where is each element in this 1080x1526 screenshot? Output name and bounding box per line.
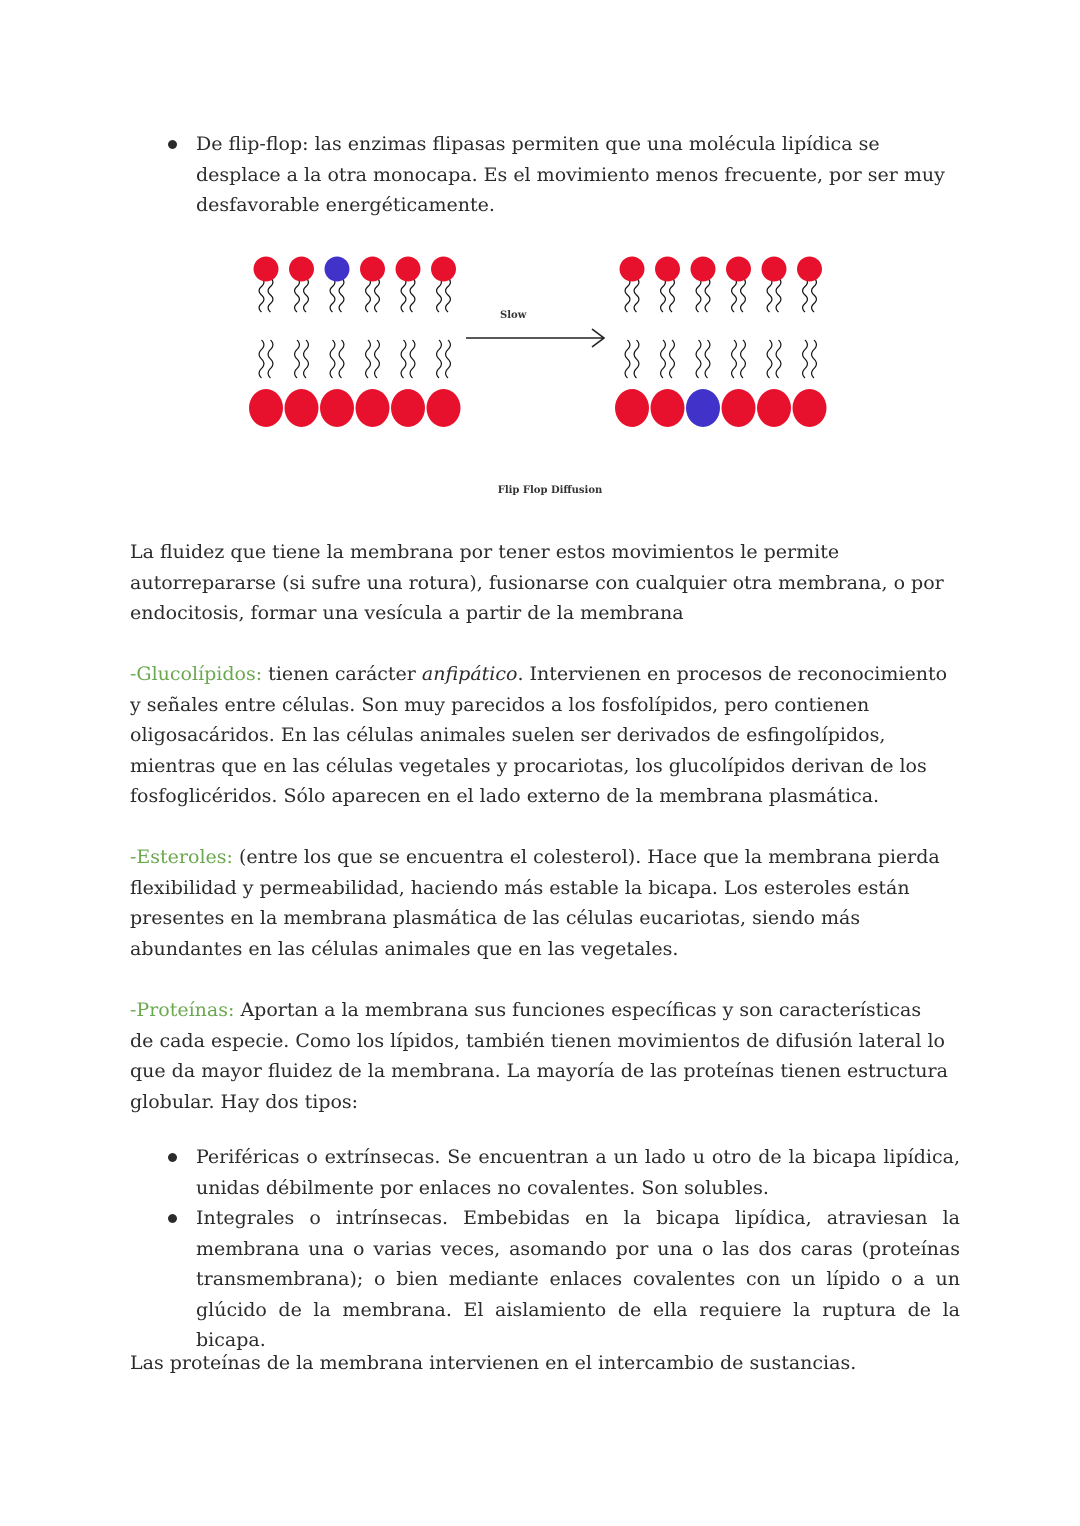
lipid-tail bbox=[446, 278, 451, 312]
lipid-tail bbox=[634, 340, 639, 378]
lipid-tail bbox=[446, 340, 451, 378]
arrow-label: Slow bbox=[500, 310, 527, 321]
lipid-tail bbox=[304, 278, 309, 312]
bilayer-before bbox=[249, 257, 461, 428]
flipflop-item: De flip-flop: las enzimas flipasas permiten que una molécula lipídica se desplace a la otra monocapa. Es el movimiento menos frecuente, por ser muy desfavorable energéticamente. bbox=[160, 129, 960, 221]
lipid-tail bbox=[812, 278, 817, 312]
lipid-head bbox=[793, 389, 827, 427]
lipid-tail bbox=[366, 340, 371, 378]
bilayer-after bbox=[615, 257, 827, 428]
lipid-head bbox=[797, 257, 822, 282]
lipid-tail bbox=[268, 340, 273, 378]
lipid-tail bbox=[401, 278, 406, 312]
lipid-head bbox=[396, 257, 421, 282]
lipid-head bbox=[691, 257, 716, 282]
lipid-tail bbox=[767, 340, 772, 378]
lipid-tail bbox=[741, 340, 746, 378]
glycolipids-text-before: tienen carácter bbox=[262, 663, 422, 685]
protein-type-peripheral: Periféricas o extrínsecas. Se encuentran a un lado u otro de la bicapa lipídica, unidas débilmente por enlaces no covalentes. Son solubles. bbox=[160, 1142, 960, 1203]
proteins-text: Aportan a la membrana sus funciones específicas y son características de cada especie. Como los lípidos, también tienen movimientos de difusión lateral lo que da mayor fluidez de la membrana. La mayoría de las proteínas tienen estructura globular. Hay dos tipos: bbox=[130, 999, 948, 1113]
sterols-paragraph bbox=[130, 842, 950, 964]
lipid-tail bbox=[776, 278, 781, 312]
lipid-tail bbox=[366, 278, 371, 312]
lipid-tail bbox=[401, 340, 406, 378]
lipid-tail bbox=[304, 340, 309, 378]
lipid-tail bbox=[696, 278, 701, 312]
lipid-head bbox=[655, 257, 680, 282]
proteins-term: -Proteínas: bbox=[130, 999, 235, 1021]
lipid-tail bbox=[437, 278, 442, 312]
lipid-head-flipped bbox=[686, 389, 720, 427]
lipid-head bbox=[254, 257, 279, 282]
protein-types-list bbox=[160, 1142, 960, 1356]
lipid-tail bbox=[776, 340, 781, 378]
lipid-head bbox=[285, 389, 319, 427]
lipid-tail bbox=[634, 278, 639, 312]
lipid-head bbox=[431, 257, 456, 282]
lipid-tail bbox=[259, 340, 264, 378]
protein-type-integral: Integrales o intrínsecas. Embebidas en la bicapa lipídica, atraviesan la membrana una o varias veces, asomando por una o las dos caras (proteínas transmembrana); o bien mediante enlaces covalentes con un lípido o a un glúcido de la membrana. El aislamiento de ella requiere la ruptura de la bicapa. bbox=[160, 1203, 960, 1356]
lipid-head bbox=[722, 389, 756, 427]
lipid-head bbox=[356, 389, 390, 427]
lipid-tail bbox=[295, 278, 300, 312]
lipid-tail bbox=[375, 278, 380, 312]
lipid-tail bbox=[410, 278, 415, 312]
lipid-tail bbox=[410, 340, 415, 378]
lipid-tail bbox=[268, 278, 273, 312]
lipid-head bbox=[651, 389, 685, 427]
lipid-tail bbox=[705, 340, 710, 378]
lipid-head-flipped bbox=[325, 257, 350, 282]
lipid-tail bbox=[339, 278, 344, 312]
lipid-tail bbox=[339, 340, 344, 378]
slow-arrow bbox=[466, 329, 604, 347]
lipid-head bbox=[289, 257, 314, 282]
lipid-head bbox=[757, 389, 791, 427]
lipid-head bbox=[762, 257, 787, 282]
lipid-tail bbox=[661, 340, 666, 378]
figure-caption: Flip Flop Diffusion bbox=[497, 485, 603, 496]
lipid-head bbox=[360, 257, 385, 282]
closing-paragraph: Las proteínas de la membrana intervienen en el intercambio de sustancias. bbox=[130, 1352, 857, 1374]
lipid-tail bbox=[437, 340, 442, 378]
proteins-paragraph bbox=[130, 995, 950, 1117]
lipid-tail bbox=[732, 278, 737, 312]
glycolipids-emphasis: anfipático bbox=[421, 663, 518, 685]
lipid-tail bbox=[812, 340, 817, 378]
glycolipids-paragraph bbox=[130, 659, 950, 812]
lipid-head bbox=[726, 257, 751, 282]
lipid-tail bbox=[696, 340, 701, 378]
lipid-tail bbox=[330, 278, 335, 312]
sterols-text: (entre los que se encuentra el colesterol). Hace que la membrana pierda flexibilidad y permeabilidad, haciendo más estable la bicapa. Los esteroles están presentes en la membrana plasmática de las células eucariotas, siendo más abundantes en las células animales que en las vegetales. bbox=[130, 846, 940, 960]
lipid-head bbox=[249, 389, 283, 427]
lipid-head bbox=[615, 389, 649, 427]
lipid-head bbox=[320, 389, 354, 427]
lipid-tail bbox=[625, 340, 630, 378]
lipid-head bbox=[620, 257, 645, 282]
lipid-tail bbox=[661, 278, 666, 312]
sterols-term: -Esteroles: bbox=[130, 846, 233, 868]
lipid-tail bbox=[625, 278, 630, 312]
lipid-head bbox=[391, 389, 425, 427]
lipid-head bbox=[427, 389, 461, 427]
lipid-tail bbox=[705, 278, 710, 312]
lipid-tail bbox=[295, 340, 300, 378]
lipid-tail bbox=[375, 340, 380, 378]
lipid-tail bbox=[767, 278, 772, 312]
lipid-tail bbox=[741, 278, 746, 312]
glycolipids-text-after: . Intervienen en procesos de reconocimiento y señales entre células. Son muy parecidos a los fosfolípidos, pero contienen oligosacáridos. En las células animales suelen ser derivados de esfingolípidos, mientras que en las células vegetales y procariotas, los glucolípidos derivan de los fosfoglicéridos. Sólo aparecen en el lado externo de la membrana plasmática. bbox=[130, 663, 948, 807]
lipid-tail bbox=[670, 278, 675, 312]
lipid-tail bbox=[803, 278, 808, 312]
lipid-tail bbox=[732, 340, 737, 378]
flipflop-list bbox=[160, 129, 960, 221]
lipid-tail bbox=[259, 278, 264, 312]
flip-flop-diagram bbox=[236, 240, 836, 500]
lipid-tail bbox=[803, 340, 808, 378]
fluidity-paragraph: La fluidez que tiene la membrana por tener estos movimientos le permite autorrepararse (si sufre una rotura), fusionarse con cualquier otra membrana, o por endocitosis, formar una vesícula a partir de la membrana bbox=[130, 541, 944, 624]
lipid-tail bbox=[330, 340, 335, 378]
lipid-tail bbox=[670, 340, 675, 378]
glycolipids-term: -Glucolípidos: bbox=[130, 663, 263, 685]
